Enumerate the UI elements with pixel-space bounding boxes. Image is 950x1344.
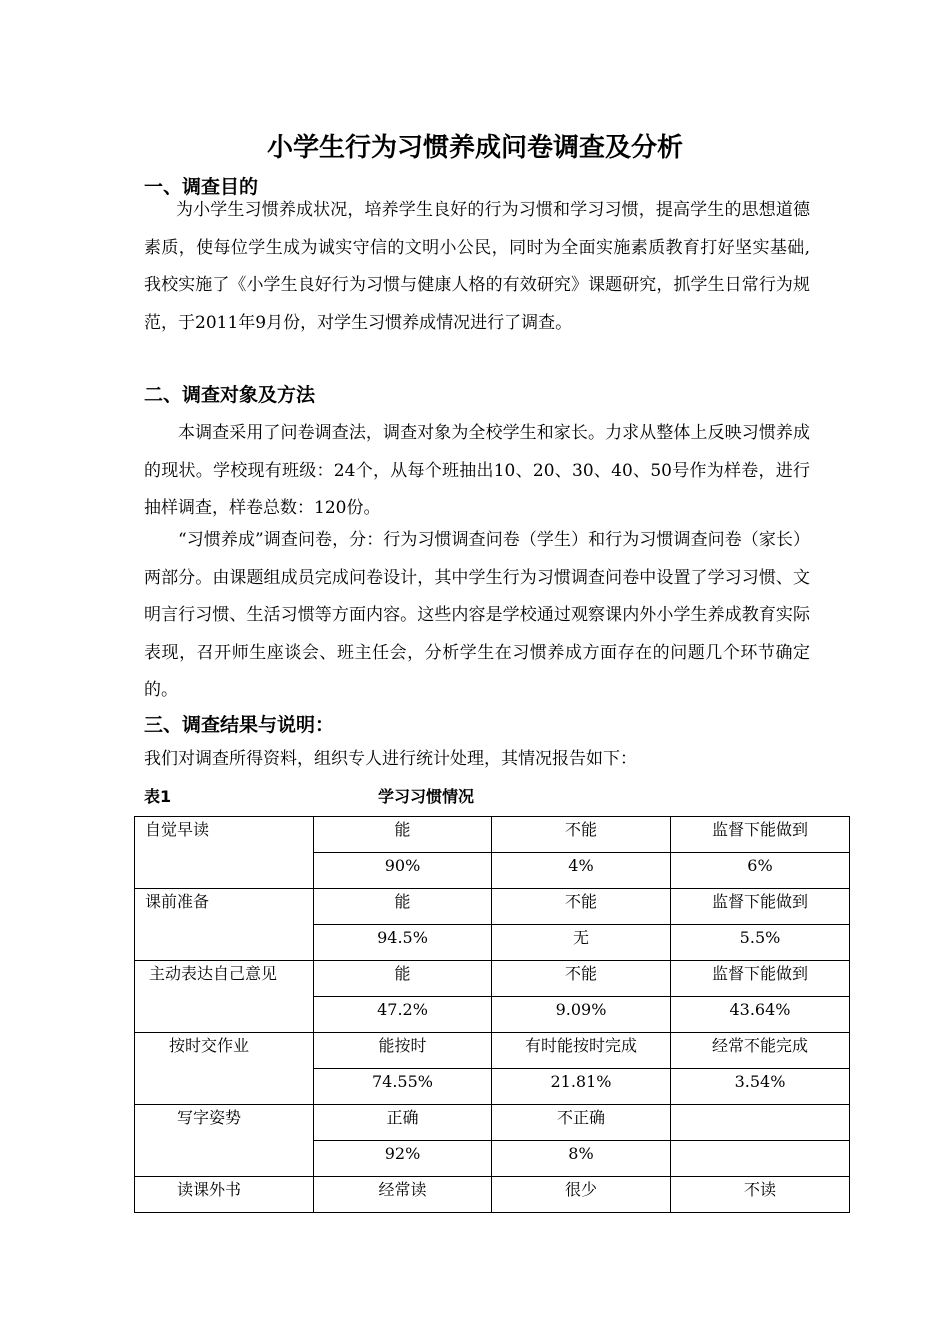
document-title: 小学生行为习惯养成问卷调查及分析	[266, 133, 683, 163]
value-cell: 3.54%	[671, 1069, 850, 1105]
row-label: 按时交作业	[135, 1033, 314, 1105]
table-name: 学习习惯情况	[378, 787, 475, 806]
section-heading-subjects-methods: 二、调查对象及方法	[144, 384, 316, 406]
table-row	[135, 1177, 850, 1213]
option-cell: 经常不能完成	[671, 1033, 850, 1069]
option-cell: 能	[314, 889, 492, 925]
option-cell: 有时能按时完成	[492, 1033, 671, 1069]
option-cell: 能	[314, 817, 492, 853]
paragraph-purpose: 为小学生习惯养成状况，培养学生良好的行为习惯和学习习惯，提高学生的思想道德素质，使每位学生成为诚实守信的文明小公民，同时为全面实施素质教育打好坚实基础,我校实施了《小学生良好行为习惯与健康人格的有效研究》课题研究，抓学生日常行为规范，于2011年9月份，对学生习惯养成情况进行了调查。	[144, 200, 810, 333]
study-habits-table	[134, 816, 850, 1213]
table-number: 表1	[144, 787, 172, 806]
option-cell: 不正确	[492, 1105, 671, 1141]
value-cell: 43.64%	[671, 997, 850, 1033]
table-row	[135, 817, 850, 853]
option-cell	[671, 1105, 850, 1141]
table-row	[135, 961, 850, 997]
paragraph-survey-method: 本调查采用了问卷调查法，调查对象为全校学生和家长。力求从整体上反映习惯养成的现状。学校现有班级：24个，从每个班抽出10、20、30、40、50号作为样卷，进行抽样调查，样卷总数：120份。	[144, 423, 810, 519]
value-cell: 6%	[671, 853, 850, 889]
value-cell: 无	[492, 925, 671, 961]
option-cell: 监督下能做到	[671, 817, 850, 853]
row-label: 写字姿势	[135, 1105, 314, 1177]
value-cell	[671, 1141, 850, 1177]
value-cell: 94.5%	[314, 925, 492, 961]
option-cell: 不读	[671, 1177, 850, 1213]
value-cell: 9.09%	[492, 997, 671, 1033]
table-row	[135, 1105, 850, 1141]
row-label: 课前准备	[135, 889, 314, 961]
option-cell: 正确	[314, 1105, 492, 1141]
option-cell: 不能	[492, 961, 671, 997]
row-label: 自觉早读	[135, 817, 314, 889]
row-label: 读课外书	[135, 1177, 314, 1213]
option-cell: 监督下能做到	[671, 961, 850, 997]
value-cell: 90%	[314, 853, 492, 889]
section-heading-purpose: 一、调查目的	[144, 176, 259, 198]
option-cell: 经常读	[314, 1177, 492, 1213]
value-cell: 92%	[314, 1141, 492, 1177]
table-row	[135, 1033, 850, 1069]
table-row	[135, 889, 850, 925]
table-caption	[144, 782, 844, 812]
option-cell: 不能	[492, 889, 671, 925]
section-heading-results: 三、调查结果与说明：	[144, 714, 335, 736]
option-cell: 能按时	[314, 1033, 492, 1069]
option-cell: 不能	[492, 817, 671, 853]
row-label: 主动表达自己意见	[135, 961, 314, 1033]
value-cell: 5.5%	[671, 925, 850, 961]
value-cell: 8%	[492, 1141, 671, 1177]
value-cell: 21.81%	[492, 1069, 671, 1105]
value-cell: 74.55%	[314, 1069, 492, 1105]
value-cell: 47.2%	[314, 997, 492, 1033]
option-cell: 能	[314, 961, 492, 997]
value-cell: 4%	[492, 853, 671, 889]
paragraph-questionnaire: “习惯养成”调查问卷，分：行为习惯调查问卷（学生）和行为习惯调查问卷（家长）两部分。由课题组成员完成问卷设计，其中学生行为习惯调查问卷中设置了学习习惯、文明言行习惯、生活习惯等方面内容。这些内容是学校通过观察课内外小学生养成教育实际表现，召开师生座谈会、班主任会，分析学生在习惯养成方面存在的问题几个环节确定的。	[144, 530, 810, 701]
paragraph-results-intro: 我们对调查所得资料，组织专人进行统计处理，其情况报告如下：	[144, 749, 637, 769]
option-cell: 监督下能做到	[671, 889, 850, 925]
option-cell: 很少	[492, 1177, 671, 1213]
